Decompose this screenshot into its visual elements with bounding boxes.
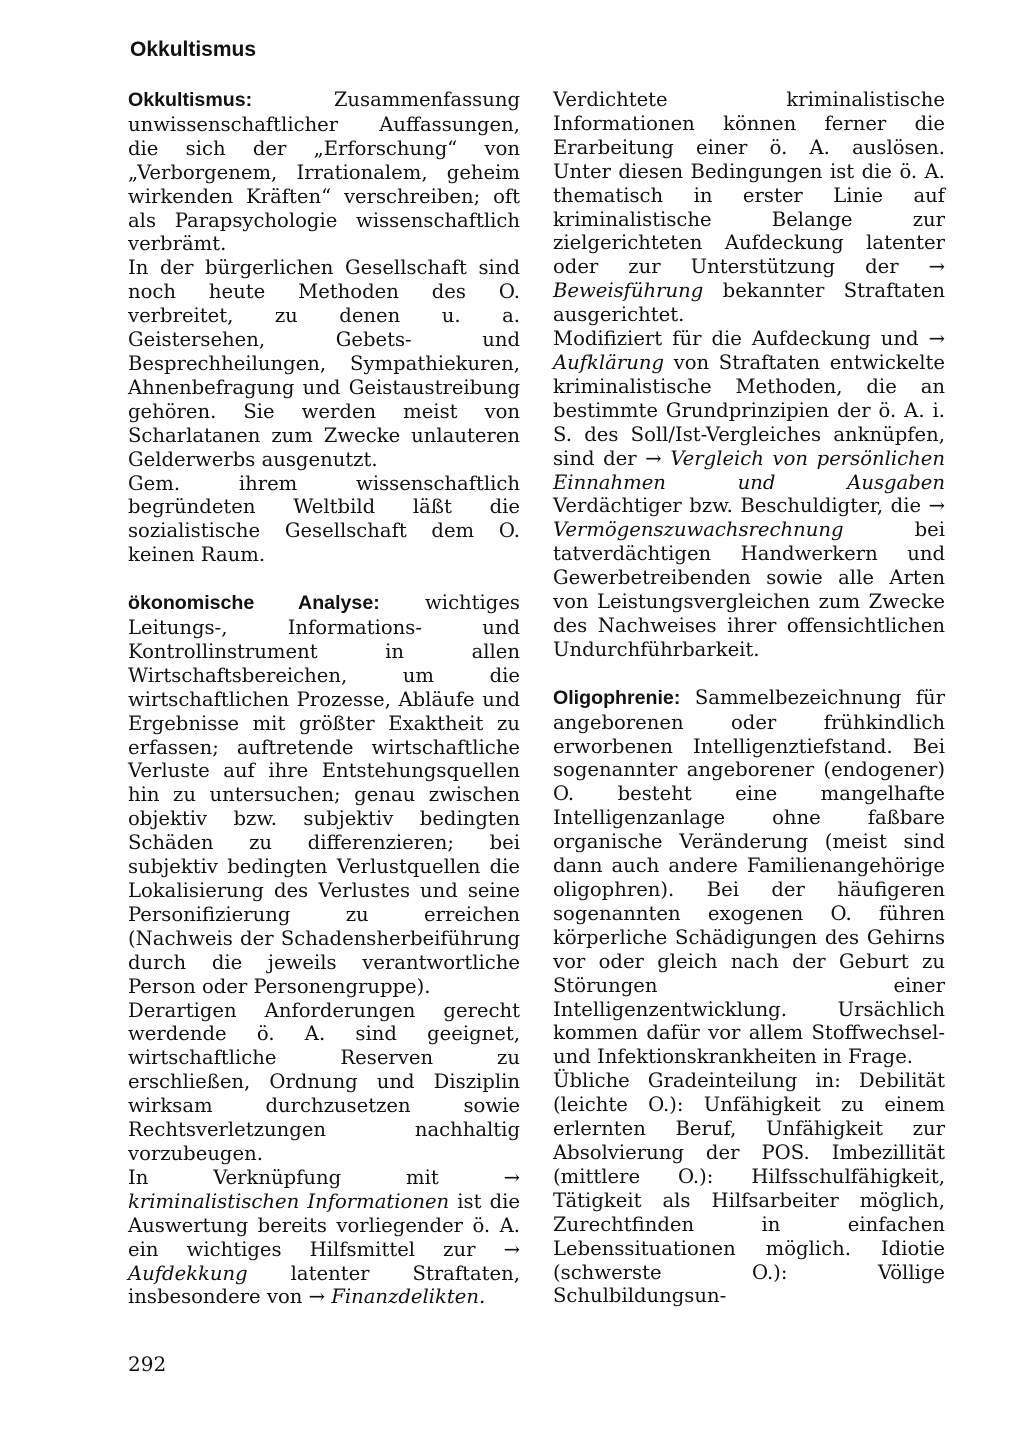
entry-paragraph	[553, 88, 945, 327]
text-run: von Straftaten entwickelte kriminalistische Methoden, die an bestimmte Grundprinzipien der ö. A. i. S. des Soll/Ist-Vergleiches anknüpfen, sind der →	[553, 350, 945, 470]
entry-paragraph	[128, 1166, 520, 1309]
text-run: Verdächtiger bzw. Beschuldigter, die →	[553, 494, 945, 518]
cross-reference[interactable]: Aufdekkung	[128, 1261, 248, 1285]
cross-reference[interactable]: Aufklärung	[553, 350, 664, 374]
entry-term: Oligophrenie:	[553, 686, 681, 709]
text-run: bekannter Straftaten ausgerichtet.	[553, 279, 945, 327]
text-run: bei tatverdächtigen Handwerkern und Gewerbetreibenden sowie alle Arten von Leistungsvergleichen zum Zwecke des Nachweises ihrer offensichtlichen Undurchführbarkeit.	[553, 518, 945, 661]
text-run: Verdichtete kriminalistische Informationen können ferner die Erarbeitung einer ö. A. auslösen. Unter diesen Bedingungen ist die ö. A. thematisch in erster Linie auf kriminalistische Belange zur zielgerichteten Aufdeckung latenter oder zur Unterstützung der →	[553, 88, 945, 279]
cross-reference[interactable]: Finanzdelikten.	[331, 1285, 486, 1309]
page-number: 292	[128, 1352, 167, 1376]
entry-paragraph: Derartigen Anforderungen gerecht werdende ö. A. sind geeignet, wirtschaftliche Reserven zu erschließen, Ordnung und Disziplin wirksam durchzusetzen sowie Rechtsverletzungen nachhaltig vorzubeugen.	[128, 998, 520, 1165]
entry-oekonomische-analyse	[128, 591, 520, 998]
text-run: ist die Auswertung bereits vorliegender ö. A. ein wichtiges Hilfsmittel zur →	[128, 1189, 520, 1261]
entry-text: Zusammenfassung unwissenschaftlicher Auffassungen, die sich der „Erforschung“ von „Verborgenem, Irrationalem, geheim wirkenden Kräften“ verschreiben; oft als Parapsychologie wissenschaftlich verbrämt.	[128, 88, 520, 256]
entry-text: wichtiges Leitungs-, Informations- und Kontrollinstrument in allen Wirtschaftsbereichen, um die wirtschaftlichen Prozesse, Abläufe und Ergebnisse mit größter Exaktheit zu erfassen; auftretende wirtschaftliche Verluste auf ihre Entstehungsquellen hin zu untersuchen; genau zwischen objektiv bzw. subjektiv bedingten Schäden zu differenzieren; bei subjektiv bedingten Verlustquellen die Lokalisierung des Verlustes und seine Personifizierung zu erreichen (Nachweis der Schadensherbeiführung durch die jeweils verantwortliche Person oder Personengruppe).	[128, 591, 520, 998]
entry-paragraph: Übliche Gradeinteilung in: Debilität (leichte O.): Unfähigkeit zu einem erlernten Beruf, Unfähigkeit zur Absolvierung der POS. Imbezillität (mittlere O.): Hilfsschulfähigkeit, Tätigkeit als Hilfsarbeiter möglich, Zurechtfinden in einfachen Lebenssituationen möglich. Idiotie (schwerste O.): Völlige Schulbildungsun-	[553, 1069, 945, 1308]
entry-term: Okkultismus:	[128, 89, 253, 111]
text-run: Modifiziert für die Aufdeckung und →	[553, 327, 945, 351]
text-run: In Verknüpfung mit →	[128, 1165, 520, 1189]
entry-paragraph	[553, 327, 945, 662]
entry-paragraph: Gem. ihrem wissenschaftlich begründeten Weltbild läßt die sozialistische Gesellschaft dem O. keinen Raum.	[128, 471, 520, 567]
entry-text: Sammelbezeichnung für angeborenen oder frühkindlich erworbenen Intelligenztiefstand. Bei sogenannter angeborener (endogener) O. besteht eine mangelhafte Intelligenzanlage ohne faßbare organische Veränderung (meist sind dann auch andere Familienangehörige oligophren). Bei der häufigeren sogenannten exogenen O. führen körperliche Schädigungen des Gehirns vor oder gleich nach der Geburt zu Störungen einer Intelligenzentwicklung. Ursächlich kommen dafür vor allem Stoffwechsel- und Infektionskrankheiten in Frage.	[553, 685, 945, 1069]
left-column	[128, 88, 520, 1309]
cross-reference[interactable]: Beweisführung	[553, 279, 704, 303]
text-run: latenter Straftaten, insbesondere von →	[128, 1261, 520, 1309]
running-head: Okkultismus	[130, 38, 257, 61]
right-column	[553, 88, 945, 1308]
cross-reference[interactable]: Vermögenszuwachsrechnung	[553, 518, 844, 542]
cross-reference[interactable]: Vergleich von persönlichen Einnahmen und Ausgaben	[553, 446, 945, 494]
entry-okkultismus	[128, 88, 520, 256]
entry-term: ökonomische Analyse:	[128, 592, 380, 615]
entry-oligophrenie	[553, 686, 945, 1070]
cross-reference[interactable]: kriminalistischen Informationen	[128, 1189, 450, 1213]
entry-paragraph: In der bürgerlichen Gesellschaft sind noch heute Methoden des O. verbreitet, zu denen u. a. Geistersehen, Gebets- und Besprechheilungen, Sympathiekuren, Ahnenbefragung und Geistaustreibung gehören. Sie werden meist von Scharlatanen zum Zwecke unlauteren Gelderwerbs ausgenutzt.	[128, 256, 520, 471]
